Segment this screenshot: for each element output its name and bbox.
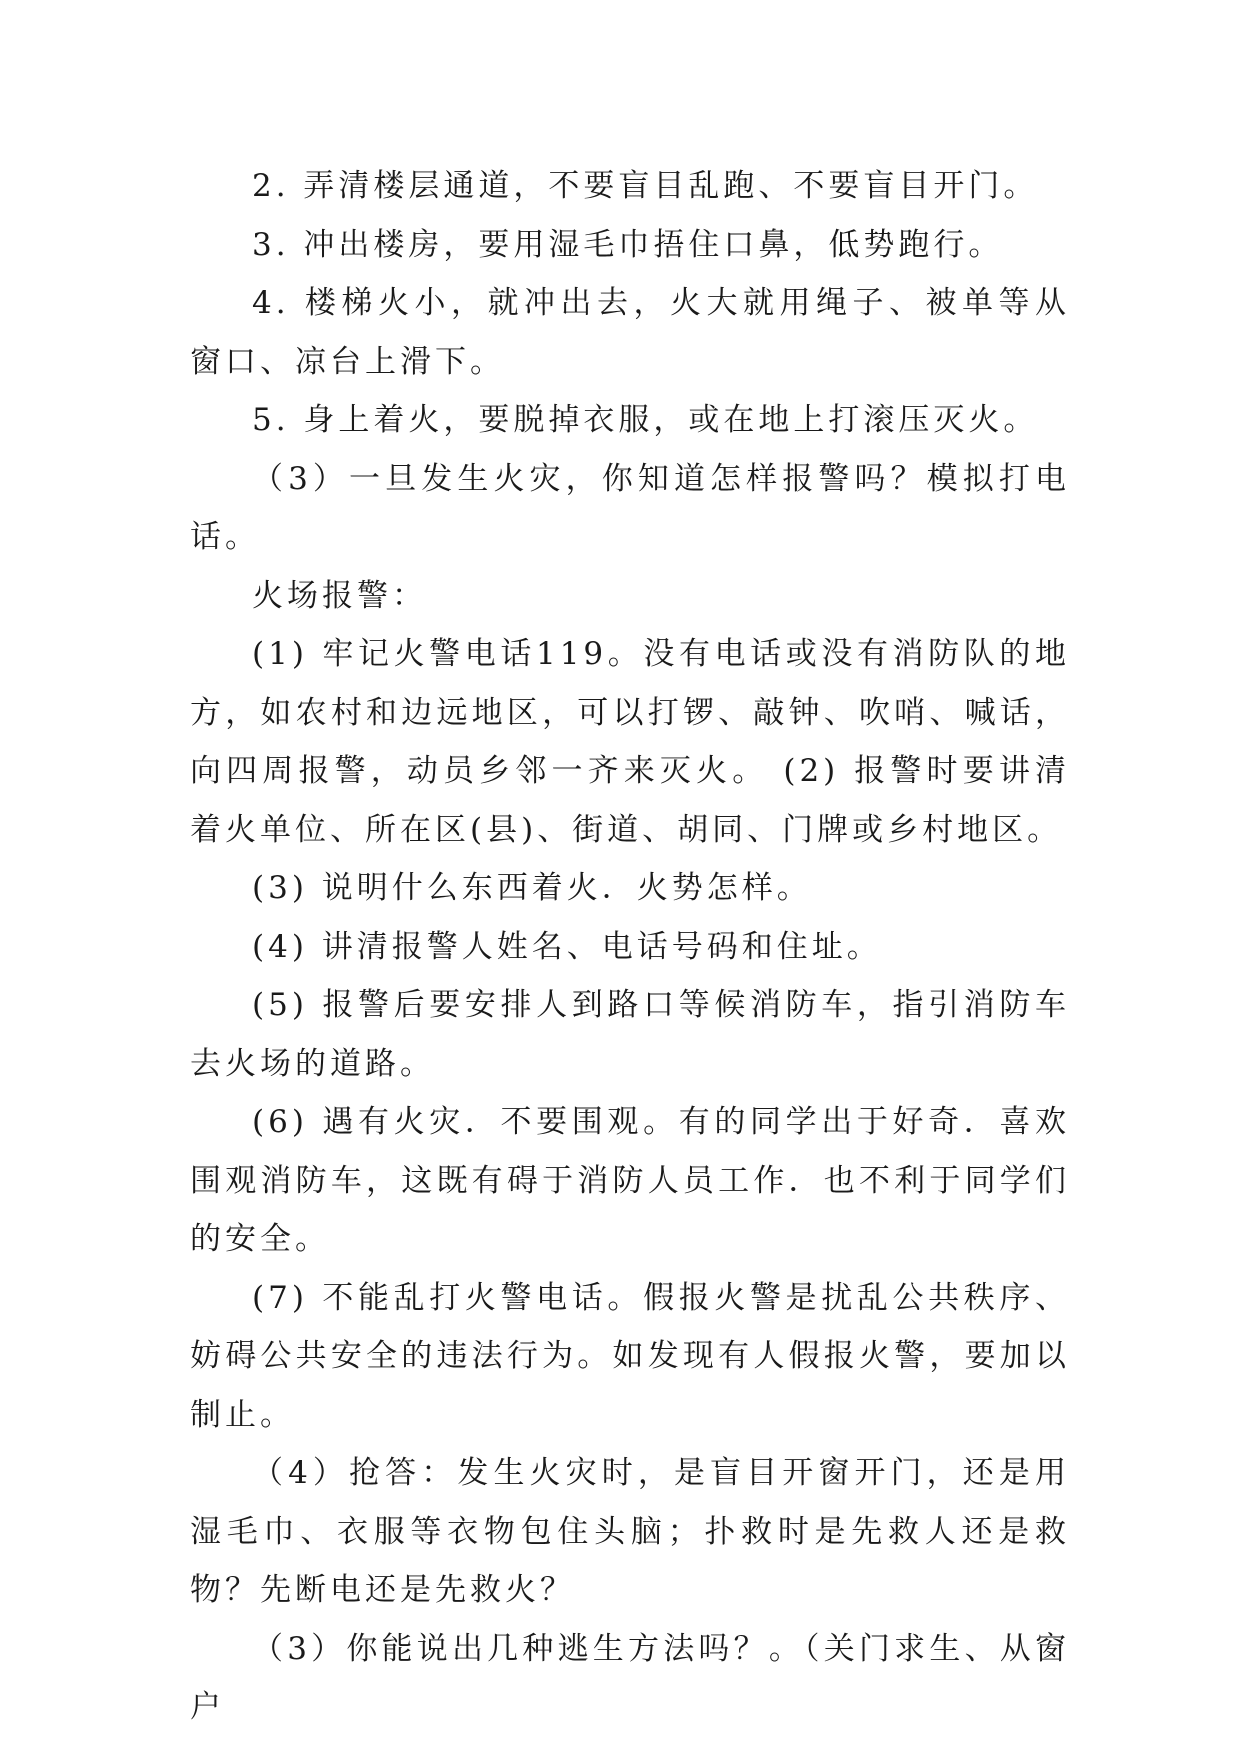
paragraph-escape-step-5: 5. 身上着火，要脱掉衣服，或在地上打滚压灭火。: [252, 402, 1039, 438]
paragraph-alarm-item-4: (4) 讲清报警人姓名、电话号码和住址。: [252, 928, 882, 965]
paragraph-question-3: （3）一旦发生火灾，你知道怎样报警吗？模拟打电话。: [190, 460, 1070, 555]
paragraph-alarm-item-7: (7) 不能乱打火警电话。假报火警是扰乱公共秩序、妨碍公共安全的违法行为。如发现有人假报火警，要加以制止。: [190, 1279, 1070, 1433]
paragraph-alarm-item-6: (6) 遇有火灾．不要围观。有的同学出于好奇．喜欢围观消防车，这既有碍于消防人员工作．也不利于同学们的安全。: [190, 1104, 1070, 1257]
paragraph-escape-step-4: 4. 楼梯火小，就冲出去，火大就用绳子、被单等从窗口、凉台上滑下。: [190, 285, 1070, 380]
paragraph-alarm-item-5: (5) 报警后要安排人到路口等候消防车，指引消防车去火场的道路。: [190, 987, 1070, 1082]
paragraph-question-escape-methods: （3）你能说出几种逃生方法吗？。（关门求生、从窗户: [190, 1630, 1070, 1725]
document-body: [190, 157, 1070, 1737]
paragraph-escape-step-2: 2. 弄清楼层通道，不要盲目乱跑、不要盲目开门。: [252, 168, 1039, 204]
paragraph-fire-alarm-heading: 火场报警：: [252, 577, 427, 614]
paragraph-alarm-item-3: (3) 说明什么东西着火．火势怎样。: [252, 870, 812, 906]
paragraph-question-4: （4）抢答：发生火灾时，是盲目开窗开门，还是用湿毛巾、衣服等衣物包住头脑；扑救时是先救人还是救物？先断电还是先救火？: [190, 1455, 1070, 1608]
paragraph-alarm-item-1-2: (1) 牢记火警电话119。没有电话或没有消防队的地方，如农村和边远地区，可以打锣、敲钟、吹哨、喊话，向四周报警，动员乡邻一齐来灭火。 (2) 报警时要讲清着火单位、所在区(县)、街道、胡同、门牌或乡村地区。: [190, 636, 1070, 848]
paragraph-escape-step-3: 3. 冲出楼房，要用湿毛巾捂住口鼻，低势跑行。: [252, 226, 1004, 263]
